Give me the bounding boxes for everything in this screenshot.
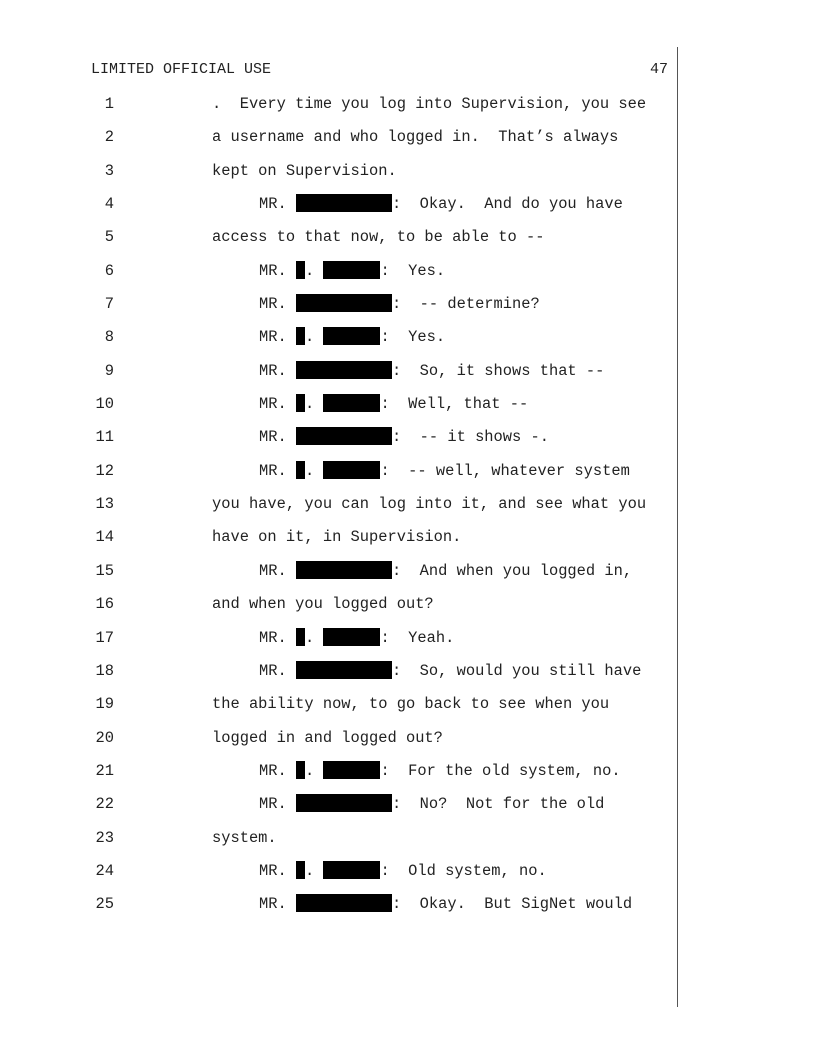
line-content: and when you logged out? [212,595,434,614]
transcript-line [0,594,677,627]
line-content: system. [212,828,277,847]
line-text [212,161,397,181]
line-text [212,828,277,848]
redacted-name-box [323,261,380,279]
transcript-line [0,894,677,927]
line-number: 16 [95,595,114,614]
transcript-line [0,794,677,827]
redacted-name-box [296,194,392,212]
page-number: 47 [649,61,668,78]
line-content: : -- it shows -. [391,428,549,447]
line-content: kept on Supervision. [212,161,397,180]
line-text: MR. . : Yes. [259,261,446,280]
line-content: you have, you can log into it, and see what you [212,495,647,514]
transcript-line [0,561,677,594]
transcript-line [0,661,677,694]
line-number: 13 [95,495,114,514]
line-content: : So, it shows that -- [391,361,605,380]
line-text: MR. . : Yes. [259,328,446,347]
line-number: 8 [104,328,114,347]
speaker-title: MR. [259,761,296,780]
line-number: 6 [104,261,114,280]
line-text [212,527,461,547]
speaker-title: MR. [259,861,296,880]
line-text [212,94,646,114]
line-content: : Yeah. [380,628,455,647]
right-margin-rule [677,47,678,1007]
redacted-name-box [323,761,380,779]
line-content: : Yes. [380,328,446,347]
line-number: 3 [104,161,114,180]
line-text [259,194,623,214]
line-text [212,728,443,748]
line-number: 1 [104,95,114,113]
speaker-title: MR. [259,295,296,314]
transcript-line [0,194,677,227]
line-content: : Well, that -- [380,395,529,414]
transcript-line [0,261,677,294]
line-number: 5 [104,228,114,247]
line-content: : Okay. And do you have [391,195,623,214]
redacted-initial-box [296,761,305,779]
line-content: : Yes. [380,261,446,280]
redacted-initial-box [296,327,305,345]
transcript-line [0,94,677,127]
line-number: 20 [95,728,114,747]
transcript-line [0,628,677,661]
line-text [259,894,632,914]
line-text [212,227,545,247]
line-number: 4 [104,195,114,214]
line-text: MR. . : Well, that -- [259,395,529,414]
line-content: a username and who logged in. That’s always [212,128,619,147]
redacted-name-box [296,894,392,912]
transcript-line [0,394,677,427]
line-content: : -- well, whatever system [380,461,630,480]
line-text [212,127,618,147]
redacted-name-box [296,661,392,679]
line-text [212,694,609,714]
redacted-name-box [323,861,380,879]
transcript-line [0,761,677,794]
line-content: logged in and logged out? [212,728,443,747]
transcript-line [0,227,677,260]
line-text [259,427,549,447]
line-number: 10 [95,395,114,414]
line-number: 17 [95,628,114,647]
transcript-line [0,527,677,560]
line-number: 18 [95,661,114,680]
transcript-line [0,294,677,327]
redacted-name-box [323,628,380,646]
redacted-name-box [296,427,392,445]
transcript-line [0,861,677,894]
line-number: 21 [95,761,114,780]
redacted-initial-box [296,861,305,879]
speaker-title: MR. [259,261,296,280]
redacted-name-box [323,461,380,479]
line-text: MR. . : For the old system, no. [259,761,621,780]
line-text: MR. . : Yeah. [259,628,455,647]
speaker-title: MR. [259,428,296,447]
line-content: access to that now, to be able to -- [212,228,545,247]
redacted-name-box [296,794,392,812]
line-text: MR. . : -- well, whatever system [259,461,630,480]
classification-header: LIMITED OFFICIAL USE [91,61,272,78]
speaker-title: MR. [259,661,296,680]
line-content: have on it, in Supervision. [212,528,462,547]
speaker-title: MR. [259,628,296,647]
speaker-title: MR. [259,561,296,580]
line-number: 15 [95,561,114,580]
line-number: 11 [95,428,114,447]
line-number: 25 [95,895,114,914]
line-number: 2 [104,128,114,147]
transcript-line [0,828,677,861]
speaker-title: MR. [259,895,296,914]
transcript-line [0,728,677,761]
redacted-name-box [296,294,392,312]
redacted-initial-box [296,394,305,412]
line-text: MR. . : Old system, no. [259,861,547,880]
redacted-initial-box [296,261,305,279]
line-content: : And when you logged in, [391,561,633,580]
speaker-title: MR. [259,328,296,347]
speaker-title: MR. [259,395,296,414]
line-text [259,794,604,814]
line-content: the ability now, to go back to see when you [212,695,610,714]
speaker-title: MR. [259,195,296,214]
line-content: : Old system, no. [380,861,547,880]
line-content: : -- determine? [391,295,540,314]
transcript-line [0,427,677,460]
line-number: 7 [104,295,114,314]
redacted-name-box [323,327,380,345]
transcript-line [0,361,677,394]
speaker-title: MR. [259,461,296,480]
line-text [212,594,434,614]
line-text [259,561,632,581]
line-text [259,361,604,381]
line-content: . Every time you log into Supervision, you see [212,95,647,113]
line-text [259,661,641,681]
redacted-name-box [296,361,392,379]
line-content: : So, would you still have [391,661,642,680]
line-number: 22 [95,795,114,814]
transcript-lines [0,94,677,928]
line-number: 9 [104,361,114,380]
line-number: 19 [95,695,114,714]
redacted-initial-box [296,628,305,646]
transcript-line [0,161,677,194]
transcript-line [0,694,677,727]
transcript-line [0,327,677,360]
line-number: 12 [95,461,114,480]
transcript-line [0,461,677,494]
speaker-title: MR. [259,795,296,814]
line-number: 24 [95,861,114,880]
line-number: 23 [95,828,114,847]
transcript-line [0,127,677,160]
line-content: : No? Not for the old [391,795,605,814]
line-number: 14 [95,528,114,547]
redacted-name-box [296,561,392,579]
speaker-title: MR. [259,361,296,380]
line-text [212,494,646,514]
redacted-initial-box [296,461,305,479]
line-content: : For the old system, no. [380,761,621,780]
redacted-name-box [323,394,380,412]
line-text [259,294,540,314]
line-content: : Okay. But SigNet would [391,895,633,914]
transcript-line [0,494,677,527]
